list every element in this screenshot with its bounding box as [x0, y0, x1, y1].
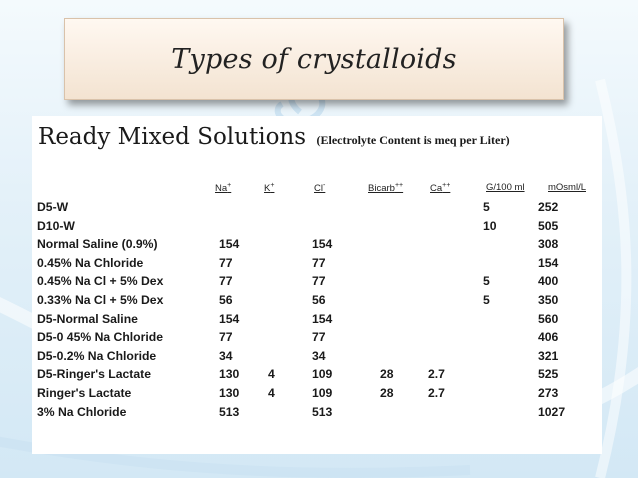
- header-k: K+: [264, 182, 275, 194]
- cell-ca: 2.7: [428, 386, 445, 400]
- cell-mosm: 406: [538, 330, 559, 345]
- header-cl: Cl-: [314, 182, 326, 194]
- cell-mosm: 252: [538, 200, 559, 214]
- cell-mosm: 350: [538, 293, 559, 307]
- cell-solution-name: Normal Saline (0.9%): [37, 237, 158, 252]
- cell-solution-name: 0.33% Na Cl + 5% Dex: [37, 293, 164, 307]
- figure-heading-sub: (Electrolyte Content is meq per Liter): [316, 133, 510, 147]
- table-row: [32, 291, 602, 309]
- table-row: [32, 403, 602, 421]
- solutions-table-figure: [32, 116, 602, 454]
- cell-k: 4: [268, 386, 275, 400]
- cell-mosm: 1027: [538, 404, 566, 419]
- cell-na: 130: [219, 367, 240, 382]
- table-row: [32, 198, 602, 216]
- cell-na: 513: [219, 404, 240, 419]
- cell-na: 154: [219, 237, 240, 252]
- cell-mosm: 525: [538, 367, 559, 382]
- header-ca: Ca++: [430, 182, 451, 194]
- table-row: [32, 328, 602, 346]
- cell-solution-name: 3% Na Chloride: [37, 404, 127, 419]
- cell-mosm: 505: [538, 218, 559, 233]
- cell-ca: 2.7: [428, 367, 445, 382]
- cell-cl: 154: [312, 311, 333, 326]
- cell-cl: 154: [312, 237, 333, 252]
- cell-solution-name: D5-0.2% Na Chloride: [37, 348, 157, 363]
- cell-cl: 77: [312, 274, 326, 289]
- cell-k: 4: [268, 367, 275, 382]
- cell-cl: 513: [312, 404, 333, 419]
- cell-mosm: 400: [538, 274, 559, 289]
- cell-na: 130: [219, 386, 240, 400]
- cell-glucose: 10: [483, 218, 497, 233]
- cell-mosm: 560: [538, 311, 559, 326]
- cell-cl: 77: [312, 255, 326, 270]
- table-row: [32, 310, 602, 328]
- table-row: [32, 365, 602, 383]
- cell-na: 154: [219, 311, 240, 326]
- cell-mosm: 321: [538, 348, 559, 363]
- cell-glucose: 5: [483, 293, 490, 307]
- cell-mosm: 308: [538, 237, 559, 252]
- cell-cl: 77: [312, 330, 326, 345]
- cell-solution-name: D5-Ringer's Lactate: [37, 367, 151, 382]
- cell-solution-name: D10-W: [37, 218, 75, 233]
- table-row: [32, 254, 602, 272]
- cell-solution-name: D5-Normal Saline: [37, 311, 138, 326]
- cell-cl: 56: [312, 293, 326, 307]
- header-mosm: mOsml/L: [548, 182, 586, 193]
- cell-na: 56: [219, 293, 233, 307]
- table-row: [32, 235, 602, 253]
- cell-solution-name: D5-0 45% Na Chloride: [37, 330, 163, 345]
- cell-bicarb: 28: [380, 367, 394, 382]
- cell-mosm: 154: [538, 255, 559, 270]
- solutions-table: [32, 116, 602, 454]
- cell-na: 34: [219, 348, 233, 363]
- header-bicarb: Bicarb++: [368, 182, 404, 194]
- cell-solution-name: Ringer's Lactate: [37, 386, 132, 400]
- cell-solution-name: 0.45% Na Chloride: [37, 255, 144, 270]
- cell-cl: 34: [312, 348, 326, 363]
- header-g: G/100 ml: [486, 182, 525, 193]
- cell-mosm: 273: [538, 386, 559, 400]
- cell-na: 77: [219, 330, 233, 345]
- header-na: Na+: [215, 182, 232, 194]
- cell-bicarb: 28: [380, 386, 394, 400]
- cell-cl: 109: [312, 367, 333, 382]
- figure-heading-main: Ready Mixed Solutions: [38, 124, 307, 150]
- cell-solution-name: D5-W: [37, 200, 69, 214]
- slide-title: Types of crystalloids: [171, 43, 457, 75]
- table-row: [32, 347, 602, 365]
- cell-glucose: 5: [483, 200, 490, 214]
- title-box: [64, 18, 564, 100]
- table-row: [32, 272, 602, 290]
- cell-cl: 109: [312, 386, 333, 400]
- cell-na: 77: [219, 255, 233, 270]
- cell-na: 77: [219, 274, 233, 289]
- cell-solution-name: 0.45% Na Cl + 5% Dex: [37, 274, 164, 289]
- table-row: [32, 384, 602, 402]
- table-row: [32, 217, 602, 235]
- cell-glucose: 5: [483, 274, 490, 289]
